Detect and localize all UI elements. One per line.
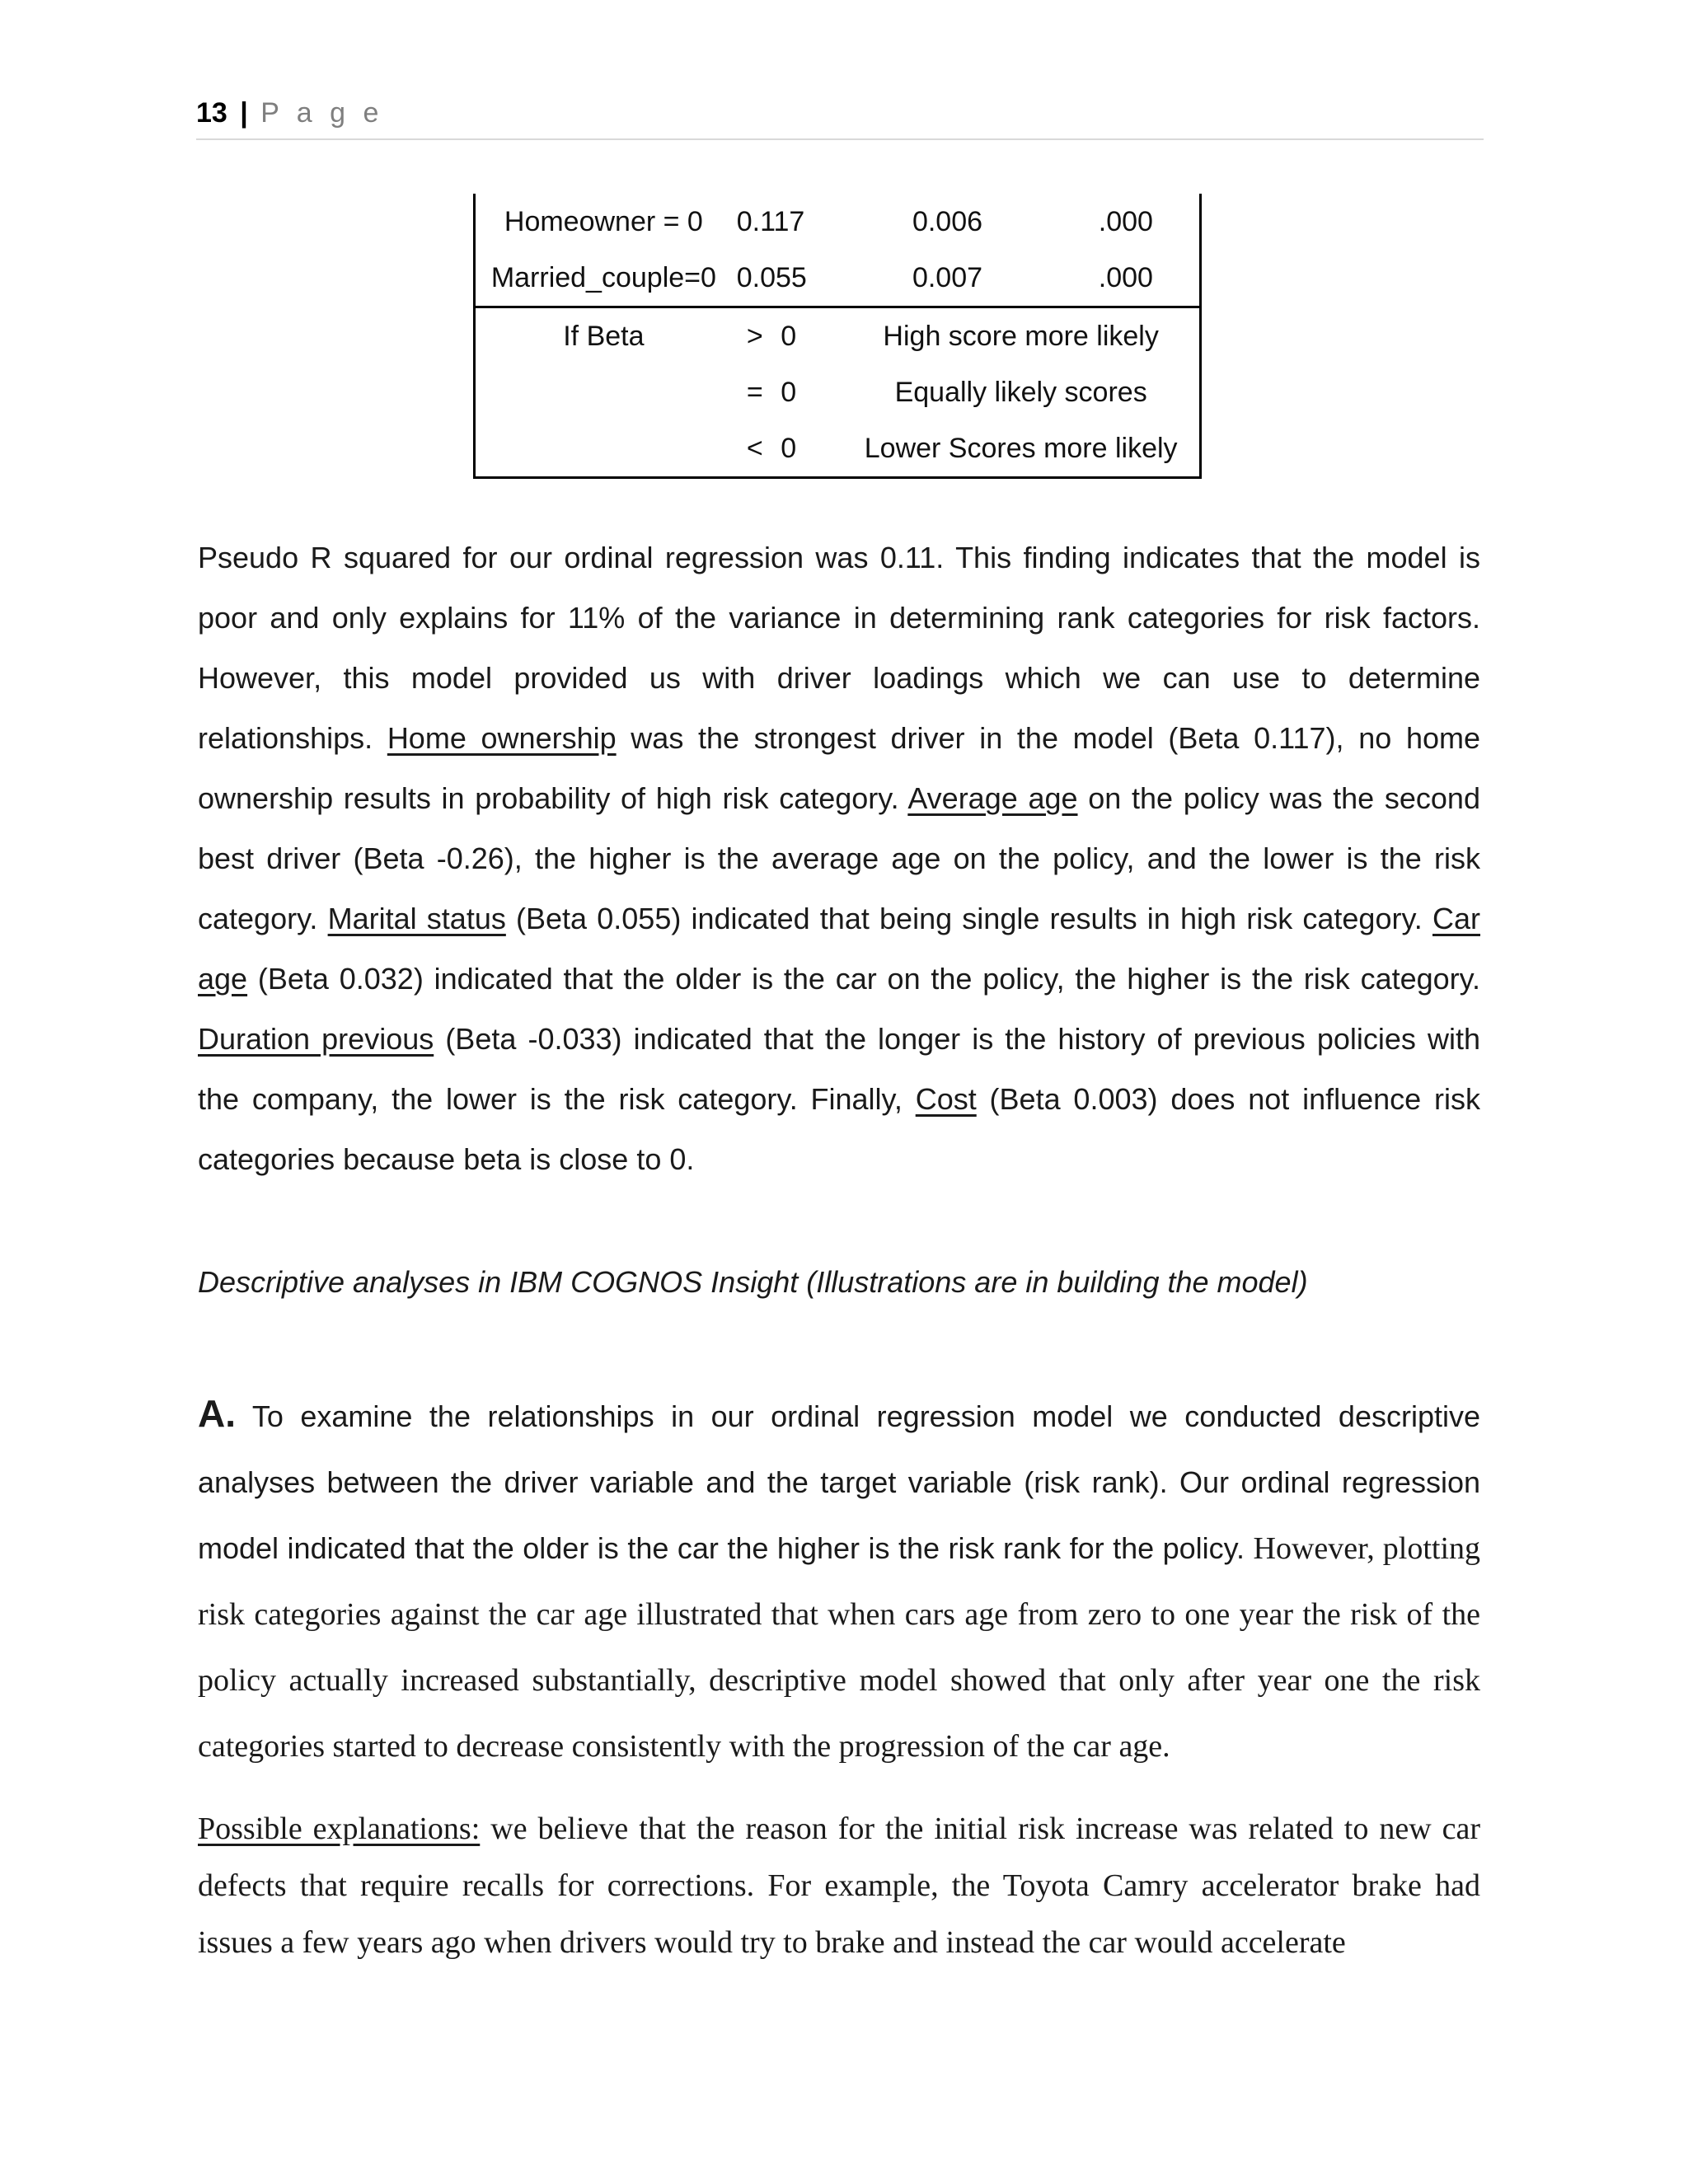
underlined-term: Car age [198,902,1480,996]
explanation-paragraph [198,1801,1480,1971]
analysis-paragraph [198,1380,1480,1779]
legend-row [475,307,1201,365]
legend-condition [732,307,843,365]
legend-value: 0 [781,320,797,352]
legend-label: If Beta [475,307,732,365]
results-paragraph [198,527,1480,1189]
legend-condition [732,420,843,478]
header-separator: | [240,97,248,129]
text-run: (Beta 0.055) indicated that being single results in high risk category. [505,902,1432,935]
text-run: was the strongest driver in the model (Beta 0.117), no home ownership results in probability of high risk category. [198,721,1481,815]
legend-meaning: Equally likely scores [894,376,1147,408]
row-beta: 0.117 [736,205,805,237]
underlined-term: Duration previous [198,1022,434,1056]
legend-meaning: Lower Scores more likely [864,432,1178,464]
table-row [475,250,1201,307]
text-run: (Beta -0.033) indicated that the longer is the history of previous policies with the company, the lower is the risk category. Finally, [198,1022,1480,1116]
text-run: To examine the relationships in our ordinal regression model we conducted descriptive analyses between the driver variable and the target variable (risk rank). Our ordinal regression model indicated that the older is the car the higher is the risk rank for the policy. [198,1399,1480,1565]
table-row [475,194,1201,250]
page-header [196,97,1484,140]
text-run: we believe that the reason for the initial risk increase was related to new car defects that require recalls for corrections. For example, the Toyota Camry accelerator brake had issues a few years ago when drivers would try to brake and instead the car would accelerate [198,1811,1480,1960]
text-run: on the policy was the second best driver (Beta -0.26), the higher is the average age on the policy, and the lower is the risk category. [198,781,1480,935]
row-beta: 0.055 [736,261,807,293]
section-heading: Descriptive analyses in IBM COGNOS Insight (Illustrations are in building the model) [198,1265,1308,1299]
page-word: P a g e [260,97,384,129]
row-sig: .000 [1098,261,1153,293]
legend-value: 0 [781,432,797,464]
underlined-term: Marital status [327,902,506,935]
underlined-term: Home ownership [387,721,617,755]
underlined-term: Cost [915,1082,977,1116]
regression-table [473,194,1202,479]
explanation-label: Possible explanations: [198,1811,481,1846]
legend-row [475,420,1201,478]
legend-value: 0 [781,376,797,408]
text-run: (Beta 0.032) indicated that the older is the car on the policy, the higher is the risk category. [247,962,1480,996]
text-run: Pseudo R squared for our ordinal regression was 0.11. This finding indicates that the model is poor and only explains for 11% of the variance in determining rank categories for risk factors. However, this model provided us with driver loadings which we can use to determine relationships. [198,541,1480,755]
row-label: Married_couple=0 [490,261,716,293]
legend-meaning: High score more likely [842,307,1200,365]
legend-condition [732,364,843,420]
paragraph-marker: A. [198,1392,236,1435]
legend-sign: > [746,320,763,352]
row-se: 0.006 [912,205,983,237]
legend-sign: < [746,432,763,464]
text-run-serif: However, plotting risk categories against the car age illustrated that when cars age from zero to one year the risk of the policy actually increased substantially, descriptive model showed that only after year one the risk categories started to decrease consistently with the progression of the car age. [198,1531,1480,1764]
legend-row [475,364,1201,420]
row-label: Homeowner = 0 [504,205,703,237]
text-run: (Beta 0.003) does not influence risk categories because beta is close to 0. [198,1082,1480,1176]
row-se: 0.007 [912,261,983,293]
row-sig: .000 [1098,205,1153,237]
underlined-term: Average age [907,781,1078,815]
legend-sign: = [746,376,763,408]
page-number: 13 [196,97,227,129]
